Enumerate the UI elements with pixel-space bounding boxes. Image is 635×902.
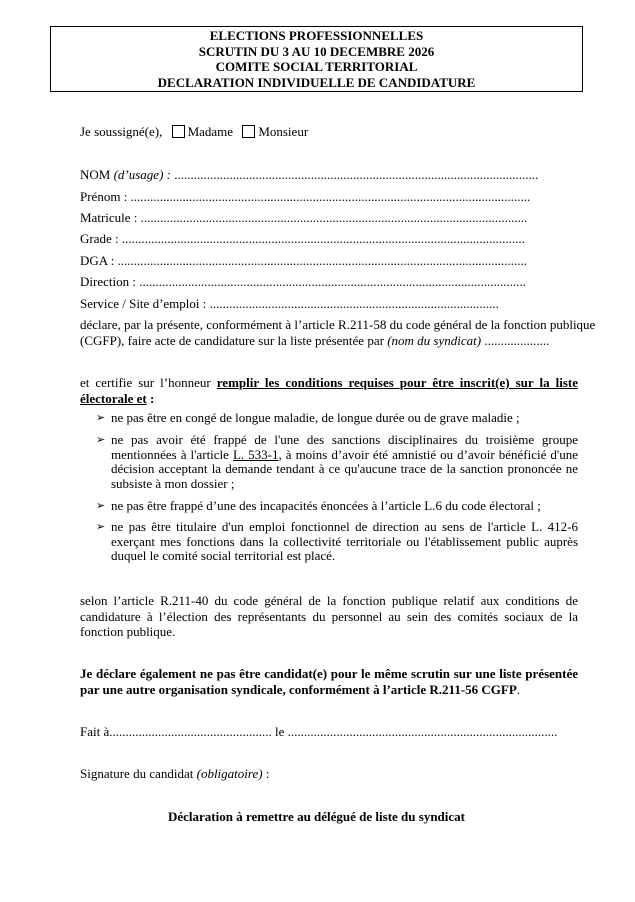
- condition-item: [96, 433, 578, 491]
- certify-prefix: et certifie sur l’honneur: [80, 375, 211, 390]
- matricule-field[interactable]: Matricule : .......................................................................................................................: [80, 210, 528, 225]
- madame-label: Madame: [187, 124, 234, 139]
- declare-also-text: Je déclare également ne pas être candidat(e) pour le même scrutin sur une liste présentée par une autre organisation syndicale, conformément à l’article R.211-56 CGFP: [80, 666, 578, 697]
- arrow-bullet-icon: ➢: [96, 500, 106, 512]
- certify-suffix: :: [146, 390, 155, 406]
- nom-usage-label: (d’usage) :: [113, 167, 171, 182]
- arrow-bullet-icon: ➢: [96, 434, 106, 446]
- declare-also-end: .: [516, 681, 521, 697]
- condition-text: ne pas être titulaire d'un emploi fonctionnel de direction au sens de l'article L. 412-6 exerçant mes fonctions dans la collectivité territoriale ou l'établissement public auprès duquel le comité social territorial est placé.: [111, 519, 578, 563]
- nom-dots: ................................................................................................................: [174, 167, 539, 182]
- condition-text: ne pas être frappé d’une des incapacités énoncées à l’article L.6 du code électoral ;: [111, 498, 541, 513]
- service-field[interactable]: Service / Site d’emploi : .........................................................................................: [80, 296, 499, 311]
- footer-instruction: Déclaration à remettre au délégué de liste du syndicat: [167, 809, 466, 824]
- signature-obligatoire: (obligatoire): [196, 766, 263, 781]
- grade-field[interactable]: Grade : ............................................................................................................................: [80, 231, 525, 246]
- header-dates: SCRUTIN DU 3 AU 10 DECEMBRE 2026: [198, 43, 435, 59]
- condition-item: [96, 411, 578, 426]
- condition-text: [111, 433, 578, 491]
- declaration-text: déclare, par la présente, conformément à l’article R.211-58 du code général de la fonction publique (CGFP), faire acte de candidature sur la liste présentée par: [80, 317, 596, 348]
- syndicat-dots: ....................: [484, 332, 550, 348]
- declaration-paragraph: [80, 317, 600, 348]
- signature-label: Signature du candidat: [80, 766, 194, 781]
- certify-conditions: remplir les conditions requises pour être inscrit(e) sur la liste électorale et: [80, 375, 578, 406]
- civility-row: [80, 124, 308, 140]
- soussigne-label: Je soussigné(e),: [80, 124, 163, 139]
- declare-also-paragraph: [80, 666, 578, 697]
- monsieur-checkbox[interactable]: [242, 125, 255, 138]
- nom-label: NOM: [80, 167, 111, 182]
- condition-item: [96, 520, 578, 564]
- header-title: ELECTIONS PROFESSIONNELLES: [209, 28, 424, 43]
- certify-paragraph: [80, 375, 578, 406]
- article-link[interactable]: L. 533-1: [232, 446, 279, 462]
- syndicat-label: (nom du syndicat): [387, 332, 482, 348]
- fait-a-field[interactable]: Fait à..................................................: [80, 724, 272, 739]
- dga-field[interactable]: DGA : ..............................................................................................................................: [80, 253, 528, 268]
- condition-item: [96, 499, 578, 514]
- direction-field[interactable]: Direction : .......................................................................................................................: [80, 274, 526, 289]
- signature-colon: :: [262, 766, 270, 781]
- fait-le-field[interactable]: le ...................................................................................: [275, 724, 558, 739]
- fait-row: [80, 724, 557, 740]
- nom-field[interactable]: [80, 167, 538, 183]
- prenom-field[interactable]: Prénom : ...........................................................................................................................: [80, 189, 531, 204]
- monsieur-label: Monsieur: [258, 124, 309, 139]
- selon-paragraph: selon l’article R.211-40 du code général de la fonction publique relatif aux conditions de candidature à l’élection des représentants du personnel au sein des comités sociaux de la fonction publique.: [80, 593, 578, 639]
- document-header: [50, 26, 583, 92]
- header-declaration: DECLARATION INDIVIDUELLE DE CANDIDATURE: [157, 74, 476, 90]
- madame-checkbox[interactable]: [172, 125, 185, 138]
- header-committee: COMITE SOCIAL TERRITORIAL: [215, 59, 418, 74]
- condition-text: ne pas être en congé de longue maladie, de longue durée ou de grave maladie ;: [111, 410, 520, 425]
- condition-text-pre: ne pas avoir été frappé de l'une des sanctions disciplinaires du troisième groupe mentionnées à l'article: [111, 432, 578, 462]
- condition-text-post: , à moins d’avoir été amnistié ou d’avoir bénéficié d'une décision acceptant la demande tendant à ce qu'aucune trace de la sanction prononcée ne subsiste à mon dossier ;: [111, 446, 579, 491]
- signature-row: [80, 766, 269, 782]
- arrow-bullet-icon: ➢: [96, 412, 106, 424]
- arrow-bullet-icon: ➢: [96, 521, 106, 533]
